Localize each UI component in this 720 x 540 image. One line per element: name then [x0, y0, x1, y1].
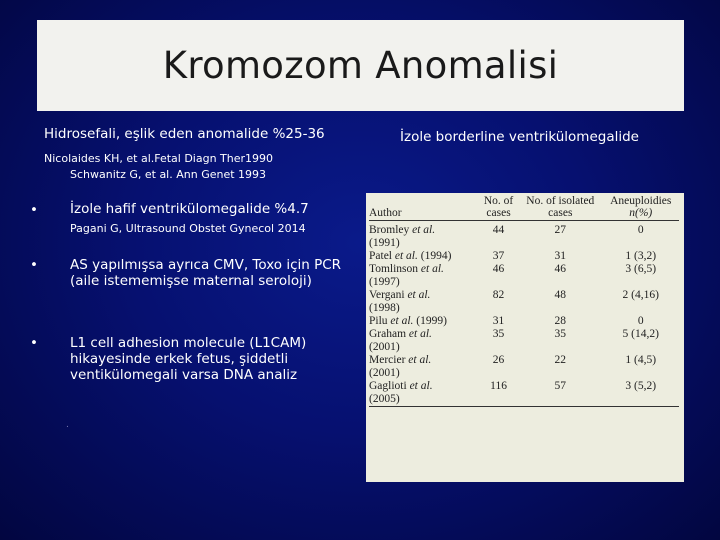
title-box — [37, 20, 684, 111]
bullet-marker: • — [30, 202, 38, 218]
cases-cell: 82 — [492, 289, 505, 301]
cases-cell: 44 — [492, 224, 505, 236]
table-header-row — [369, 195, 679, 221]
bullet-text: AS yapılmışsa ayrıca CMV, Toxo için PCR (aile istememişse maternal seroloji) — [70, 257, 342, 289]
isolated-cell: 57 — [518, 380, 602, 407]
author-cell: Gaglioti et al. (2005) — [369, 380, 479, 407]
table-panel — [366, 193, 684, 482]
table-row — [369, 315, 679, 328]
aneuploidy-cell: 5 (14,2) — [622, 328, 659, 340]
isolated-cell: 22 — [554, 354, 567, 366]
reference-line: Nicolaides KH, et al.Fetal Diagn Ther1990 — [44, 152, 274, 165]
stray-mark: . — [66, 420, 69, 430]
cases-cell: 46 — [492, 263, 505, 275]
header-isolated: No. of isolated cases — [518, 195, 602, 221]
isolated-cell: 28 — [554, 315, 567, 327]
isolated-cell: 35 — [554, 328, 567, 340]
author-cell: Patel et al. (1994) — [369, 250, 452, 262]
author-cell: Pilu et al. (1999) — [369, 315, 447, 327]
aneuploidy-cell: 3 (6,5) — [625, 263, 657, 275]
isolated-cell: 27 — [554, 224, 567, 236]
cases-cell: 35 — [492, 328, 505, 340]
table-row — [369, 380, 679, 407]
table-row — [369, 289, 679, 315]
bullet-marker: • — [30, 257, 38, 273]
author-cell: Tomlinson et al. (1997) — [369, 263, 444, 288]
author-cell: Vergani et al. (1998) — [369, 289, 431, 314]
reference-line: Pagani G, Ultrasound Obstet Gynecol 2014 — [70, 222, 306, 235]
isolated-cell: 31 — [554, 250, 567, 262]
table-row — [369, 250, 679, 263]
reference-line: Schwanitz G, et al. Ann Genet 1993 — [70, 168, 267, 181]
aneuploidy-cell: 2 (4,16) — [622, 289, 659, 301]
bullet-marker: • — [30, 335, 38, 351]
cases-cell: 37 — [492, 250, 505, 262]
isolated-cell: 46 — [554, 263, 567, 275]
table-row — [369, 263, 679, 289]
isolated-cell: 48 — [554, 289, 567, 301]
bullet-text: L1 cell adhesion molecule (L1CAM) hikayesinde erkek fetus, şiddetli ventikülomegali varsa DNA analiz — [70, 335, 307, 383]
header-aneuploidies: Aneuploidies n(%) — [602, 195, 679, 221]
aneuploidy-cell: 1 (4,5) — [625, 354, 657, 366]
slide-title: Kromozom Anomalisi — [162, 44, 559, 87]
aneuploidy-cell: 0 — [637, 224, 644, 236]
left-heading: Hidrosefali, eşlik eden anomalide %25-36 — [44, 126, 325, 142]
header-cases: No. of cases — [479, 195, 518, 221]
table-row — [369, 354, 679, 380]
header-author: Author — [369, 195, 479, 221]
table-row — [369, 328, 679, 354]
reference-block — [44, 151, 273, 183]
cases-cell: 31 — [492, 315, 505, 327]
data-table — [369, 195, 679, 407]
author-cell: Bromley et al. (1991) — [369, 224, 436, 249]
cases-cell: 26 — [492, 354, 505, 366]
table-row — [369, 221, 679, 251]
right-heading: İzole borderline ventrikülomegalide — [400, 129, 639, 145]
aneuploidy-cell: 1 (3,2) — [625, 250, 657, 262]
cases-cell: 116 — [479, 380, 518, 407]
aneuploidy-cell: 3 (5,2) — [602, 380, 679, 407]
bullet-text: İzole hafif ventrikülomegalide %4.7 — [70, 201, 309, 217]
author-cell: Mercier et al. (2001) — [369, 354, 432, 379]
aneuploidy-cell: 0 — [637, 315, 644, 327]
author-cell: Graham et al. (2001) — [369, 328, 432, 353]
